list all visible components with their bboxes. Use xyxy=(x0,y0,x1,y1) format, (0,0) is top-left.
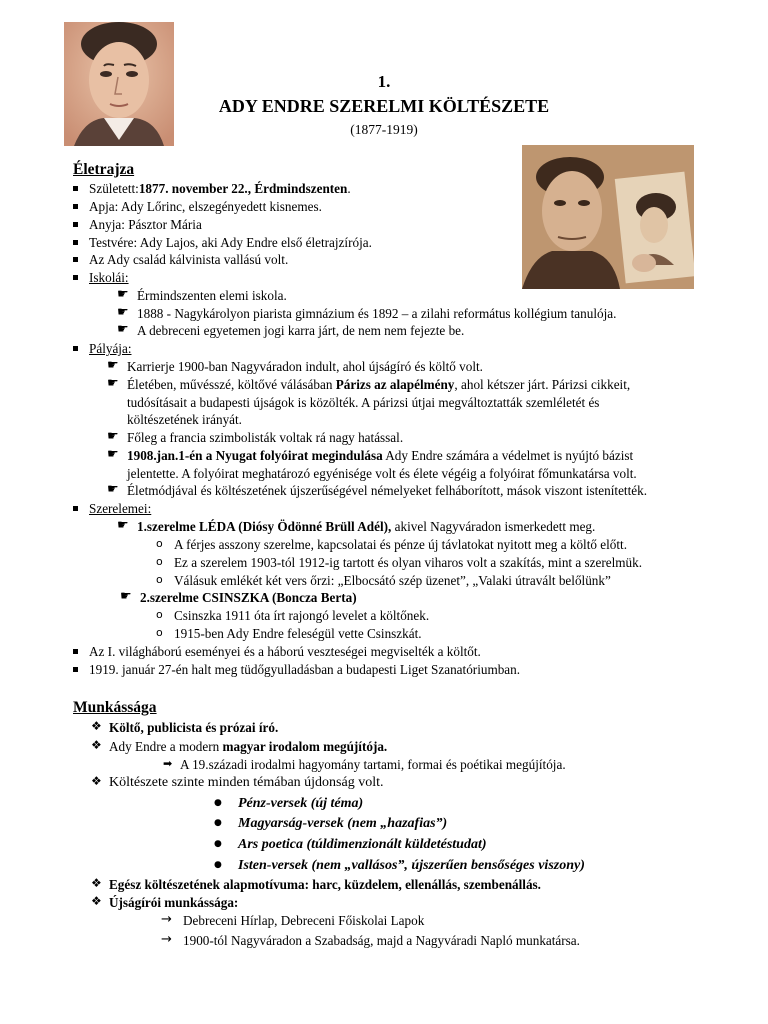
brother-item: Testvére: Ady Lajos, aki Ady Endre első életrajzírója. xyxy=(89,235,372,250)
sepia-image xyxy=(522,145,694,289)
career-item: ☛ Karrierje 1900-ban Nagyváradon indult, ahol újságíró és költő volt. xyxy=(127,358,483,376)
career2-bold: Párizs az alapélmény xyxy=(335,377,455,392)
loves-label: Szerelemei: xyxy=(89,501,152,516)
career-label: Pályája: xyxy=(89,341,132,356)
theme-item: ● Magyarság-versek (nem „hazafias”) xyxy=(238,815,447,833)
born-label: Született: xyxy=(89,181,139,196)
bio-heading: Életrajza xyxy=(73,161,135,178)
love2-detail: o Csinszka 1911 óta írt rajongó levelet a költőnek. xyxy=(174,607,429,625)
theme-item: ● Isten-versek (nem „vallásos”, újszerűen bensőséges viszony) xyxy=(238,857,585,875)
work-subitem: ➡ A 19.századi irodalmi hagyomány tartami, formai és poétikai megújítója. xyxy=(180,756,566,774)
journalism-item: → Debreceni Hírlap, Debreceni Főiskolai Lapok xyxy=(183,912,424,930)
journalism-label: ❖ Újságírói munkássága: xyxy=(109,894,238,912)
love1-detail: o Válásuk emlékét két vers őrzi: „Elbocsátó szép üzenet”, „Valaki útravált belőlünk” xyxy=(174,572,611,590)
work-item: ❖ Költészete szinte minden témában újdonság volt. xyxy=(109,774,383,792)
life-dates: (1877-1919) xyxy=(350,122,418,137)
theme-item: ● Pénz-versek (új téma) xyxy=(238,795,363,813)
career2-text: Életében, művésszé, költővé válásában xyxy=(127,377,336,392)
career2-line2: tudósításait a budapesti újságok is közölték. A párizsi útjai megváltoztatták szemléletét és xyxy=(127,395,600,410)
journalism-item: → 1900-tól Nagyváradon a Szabadság, majd a Nagyváradi Napló munkatársa. xyxy=(183,932,580,950)
career-item: ☛ Főleg a francia szimbolisták voltak rá nagy hatással. xyxy=(127,429,403,447)
love1-name: 1.szerelme LÉDA (Diósy Ödönné Brüll Adél), xyxy=(137,519,392,534)
love2-item: ☛ 2.szerelme CSINSZKA (Boncza Berta) xyxy=(140,589,357,607)
war-item: Az I. világháború eseményei és a háború veszteségei megviselték a költőt. xyxy=(89,644,481,659)
career4-post: Ady Endre számára a védelmet is nyújtó bázist xyxy=(382,448,634,463)
career4-bold: 1908.jan.1-én a Nyugat folyóirat megindulása xyxy=(127,448,383,463)
love1-item xyxy=(137,518,595,536)
ady-csinszka-photo xyxy=(522,145,694,289)
born-end: . xyxy=(347,181,351,196)
love1-detail: o Ez a szerelem 1903-tól 1912-ig tartott és olyan viharos volt a szakítás, mint a szerelmük. xyxy=(174,554,642,572)
motif-item: ❖ Egész költészetének alapmotívuma: harc, küzdelem, ellenállás, szembenállás. xyxy=(109,876,541,894)
love1-detail: o A férjes asszony szerelme, kapcsolatai és pénze új távlatokat nyitott meg a költő előtt. xyxy=(174,536,627,554)
page-title: ADY ENDRE SZERELMI KÖLTÉSZETE xyxy=(218,96,550,116)
love1-text: akivel Nagyváradon ismerkedett meg. xyxy=(391,519,596,534)
death-item: 1919. január 27-én halt meg tüdőgyulladásban a budapesti Liget Szanatóriumban. xyxy=(89,662,521,677)
school-item: ☛ 1888 - Nagykárolyon piarista gimnázium és 1892 – a zilahi református kollégium tanulója. xyxy=(137,305,616,323)
schools-label: Iskolái: xyxy=(89,270,129,285)
career2-post: , ahol kétszer járt. Párizsi cikkeit, xyxy=(454,377,631,392)
love2-detail: o 1915-ben Ady Endre feleségül vette Csinszkát. xyxy=(174,625,422,643)
career-item: ☛ Életmódjával és költészetének újszerűségével némelyeket felháborított, mások viszont istenítették. xyxy=(127,482,647,500)
work-item2-text: Ady Endre a modern xyxy=(109,739,223,754)
career-item xyxy=(127,447,633,465)
born-value: 1877. november 22., Érdmindszenten xyxy=(138,181,348,196)
theme-item: ● Ars poetica (túldimenzionált küldetéstudat) xyxy=(238,836,487,854)
chapter-number: 1. xyxy=(377,72,391,91)
work-item: ❖ Költő, publicista és prózai író. xyxy=(109,719,278,737)
career4-line2: jelentette. A folyóirat meghatározó egyénisége volt és élete végéig a folyóirat főmunkatársa volt. xyxy=(127,466,637,481)
school-item: ☛ A debreceni egyetemen jogi karra járt, de nem nem fejezte be. xyxy=(137,322,464,340)
family-item: Az Ady család kálvinista vallású volt. xyxy=(89,252,289,267)
work-heading: Munkássága xyxy=(73,699,157,716)
career-item xyxy=(127,376,630,394)
work-item xyxy=(109,738,387,756)
school-item: ☛ Érmindszenten elemi iskola. xyxy=(137,287,287,305)
born-item xyxy=(89,180,351,198)
work-item2-bold: magyar irodalom megújítója. xyxy=(222,739,388,754)
career2-line3: költészetének irányát. xyxy=(127,412,242,427)
father-item: Apja: Ady Lőrinc, elszegényedett kisnemes. xyxy=(89,199,322,214)
mother-item: Anyja: Pásztor Mária xyxy=(89,217,202,232)
